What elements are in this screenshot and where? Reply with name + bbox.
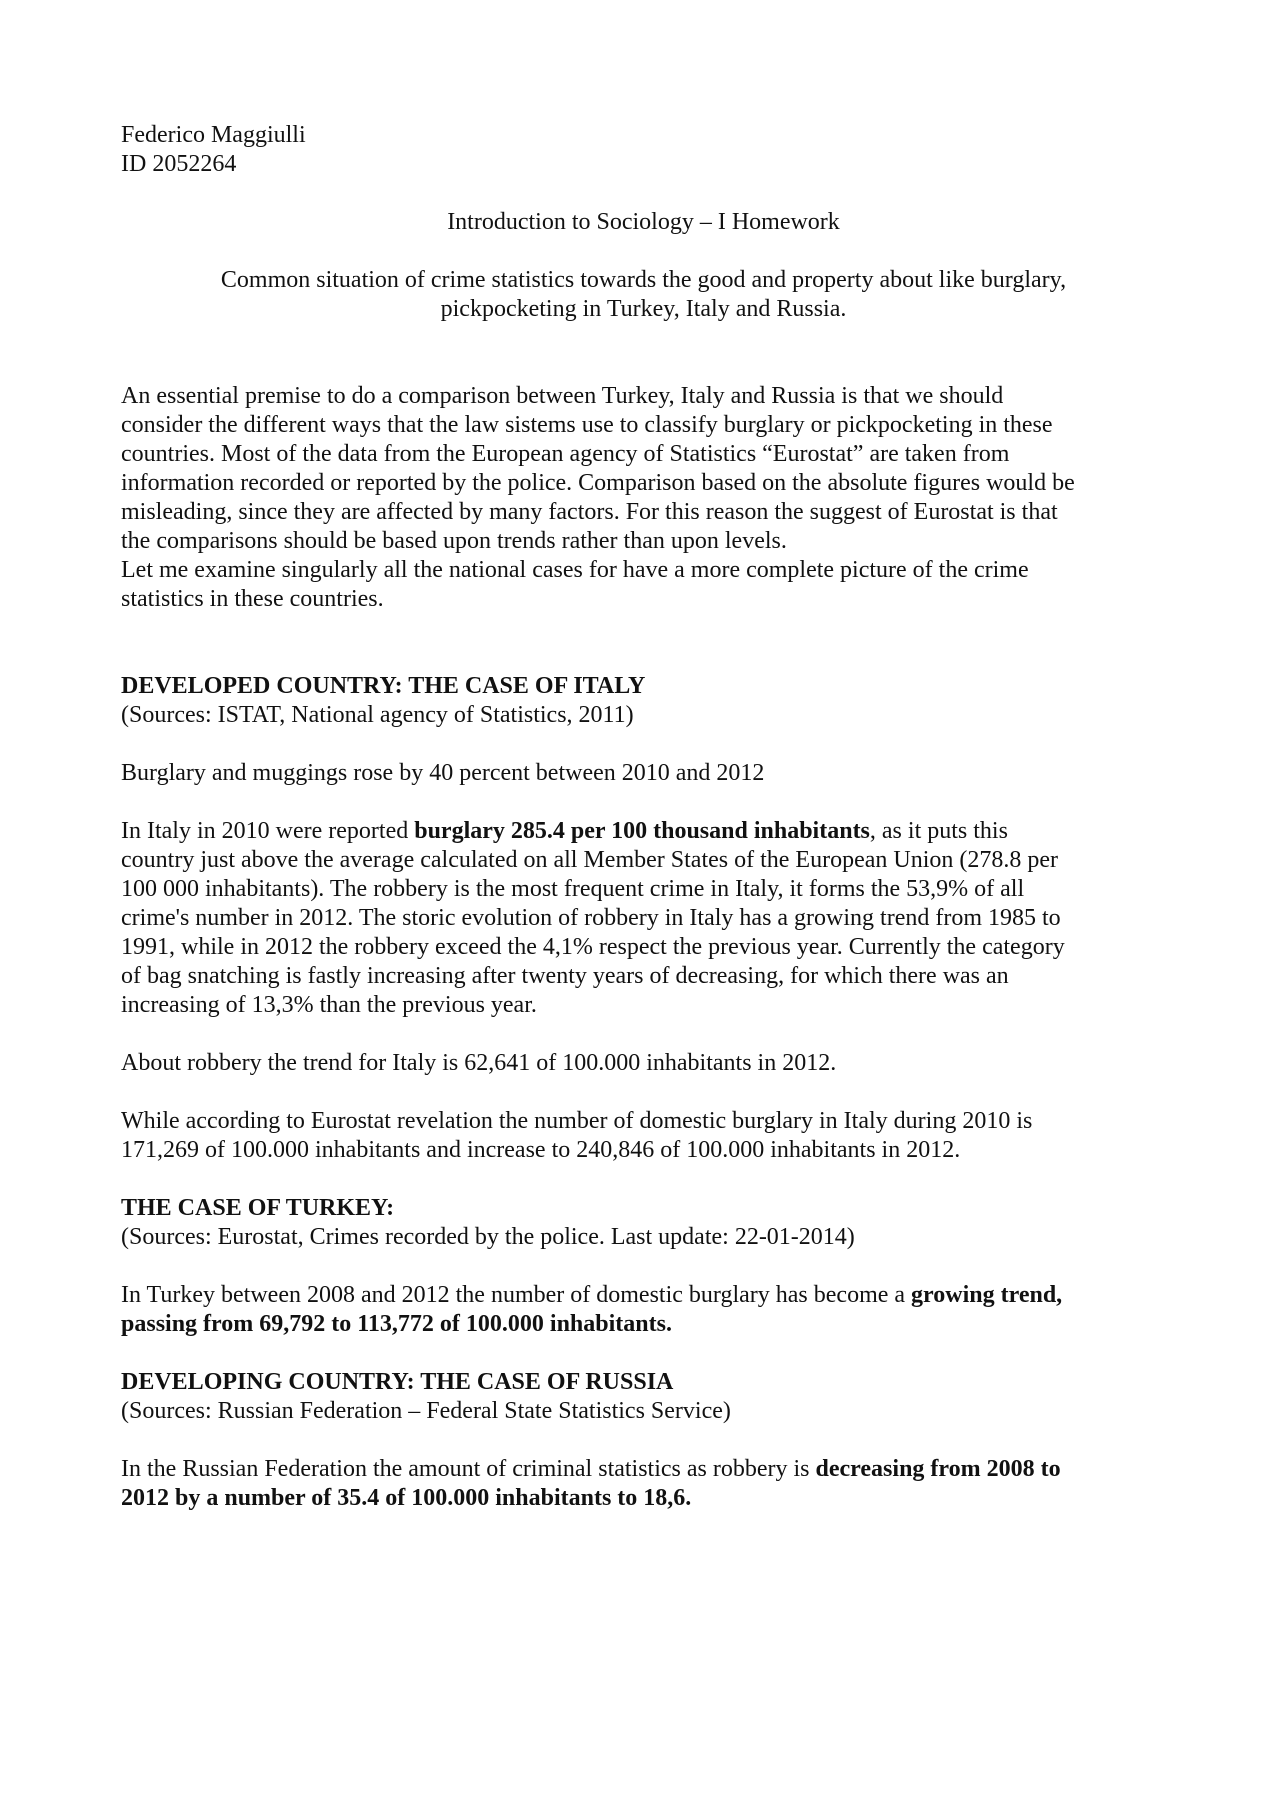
italy-p2-line: crime's number in 2012. The storic evolution of robbery in Italy has a growing trend from 1985 to	[121, 905, 1061, 931]
italy-p2-line: 1991, while in 2012 the robbery exceed the 4,1% respect the previous year. Currently the category	[121, 934, 1065, 960]
turkey-section	[121, 1194, 1166, 1339]
subtitle-line-2: pickpocketing in Turkey, Italy and Russia.	[440, 296, 847, 322]
italy-p4-line-2: 171,269 of 100.000 inhabitants and increase to 240,846 of 100.000 inhabitants in 2012.	[121, 1137, 961, 1163]
italy-p2-line: of bag snatching is fastly increasing after twenty years of decreasing, for which there was an	[121, 963, 1009, 989]
italy-paragraph-1: Burglary and muggings rose by 40 percent between 2010 and 2012	[121, 760, 765, 786]
author-name: Federico Maggiulli	[121, 122, 306, 148]
italy-section	[121, 672, 1166, 1165]
italy-p2-line: increasing of 13,3% than the previous year.	[121, 992, 537, 1018]
turkey-p1-line-1	[121, 1281, 1166, 1310]
italy-p4-line-1: While according to Eurostat revelation the number of domestic burglary in Italy during 2010 is	[121, 1108, 1033, 1134]
turkey-heading: THE CASE OF TURKEY:	[121, 1195, 395, 1221]
italy-p2-first-line	[121, 817, 1166, 846]
italy-p2-post: , as it puts this	[869, 818, 1008, 844]
turkey-source: (Sources: Eurostat, Crimes recorded by the police. Last update: 22-01-2014)	[121, 1224, 855, 1250]
russia-p1-line-1	[121, 1455, 1166, 1484]
intro-line: the comparisons should be based upon trends rather than upon levels.	[121, 528, 787, 554]
italy-heading: DEVELOPED COUNTRY: THE CASE OF ITALY	[121, 673, 646, 699]
italy-paragraph-2	[121, 817, 1166, 1020]
author-block	[121, 121, 1166, 179]
student-id: ID 2052264	[121, 151, 237, 177]
turkey-p1-line-2: passing from 69,792 to 113,772 of 100.000 inhabitants.	[121, 1311, 672, 1337]
subtitle-line-1: Common situation of crime statistics towards the good and property about like burglary,	[220, 267, 1067, 293]
intro-line: An essential premise to do a comparison between Turkey, Italy and Russia is that we should	[121, 383, 1004, 409]
italy-paragraph-4	[121, 1107, 1166, 1165]
russia-section	[121, 1368, 1166, 1513]
turkey-paragraph-1	[121, 1281, 1166, 1339]
russia-p1-bold: decreasing from 2008 to	[815, 1456, 1061, 1482]
turkey-p1-bold: growing trend,	[911, 1282, 1063, 1308]
italy-paragraph-3: About robbery the trend for Italy is 62,641 of 100.000 inhabitants in 2012.	[121, 1050, 837, 1076]
intro-line: information recorded or reported by the police. Comparison based on the absolute figures would be	[121, 470, 1075, 496]
document-subtitle	[121, 266, 1166, 324]
turkey-p1-pre: In Turkey between 2008 and 2012 the number of domestic burglary has become a	[121, 1282, 912, 1308]
italy-p2-line: 100 000 inhabitants). The robbery is the most frequent crime in Italy, it forms the 53,9% of all	[121, 876, 1025, 902]
italy-p2-line: country just above the average calculated on all Member States of the European Union (278.8 per	[121, 847, 1059, 873]
intro-line: statistics in these countries.	[121, 586, 384, 612]
russia-p1-pre: In the Russian Federation the amount of criminal statistics as robbery is	[121, 1456, 816, 1482]
intro-line: misleading, since they are affected by many factors. For this reason the suggest of Eurostat is that	[121, 499, 1058, 525]
italy-source: (Sources: ISTAT, National agency of Statistics, 2011)	[121, 702, 634, 728]
russia-p1-line-2: 2012 by a number of 35.4 of 100.000 inhabitants to 18,6.	[121, 1485, 692, 1511]
document-page	[121, 121, 1166, 1513]
document-title: Introduction to Sociology – I Homework	[447, 209, 840, 235]
intro-line: Let me examine singularly all the national cases for have a more complete picture of the crime	[121, 557, 1029, 583]
intro-paragraph	[121, 382, 1166, 614]
intro-line: countries. Most of the data from the European agency of Statistics “Eurostat” are taken from	[121, 441, 1010, 467]
russia-heading: DEVELOPING COUNTRY: THE CASE OF RUSSIA	[121, 1369, 674, 1395]
italy-p2-bold: burglary 285.4 per 100 thousand inhabitants	[414, 818, 870, 844]
italy-p2-pre: In Italy in 2010 were reported	[121, 818, 415, 844]
russia-paragraph-1	[121, 1455, 1166, 1513]
intro-line: consider the different ways that the law sistems use to classify burglary or pickpocketing in these	[121, 412, 1053, 438]
russia-source: (Sources: Russian Federation – Federal State Statistics Service)	[121, 1398, 731, 1424]
